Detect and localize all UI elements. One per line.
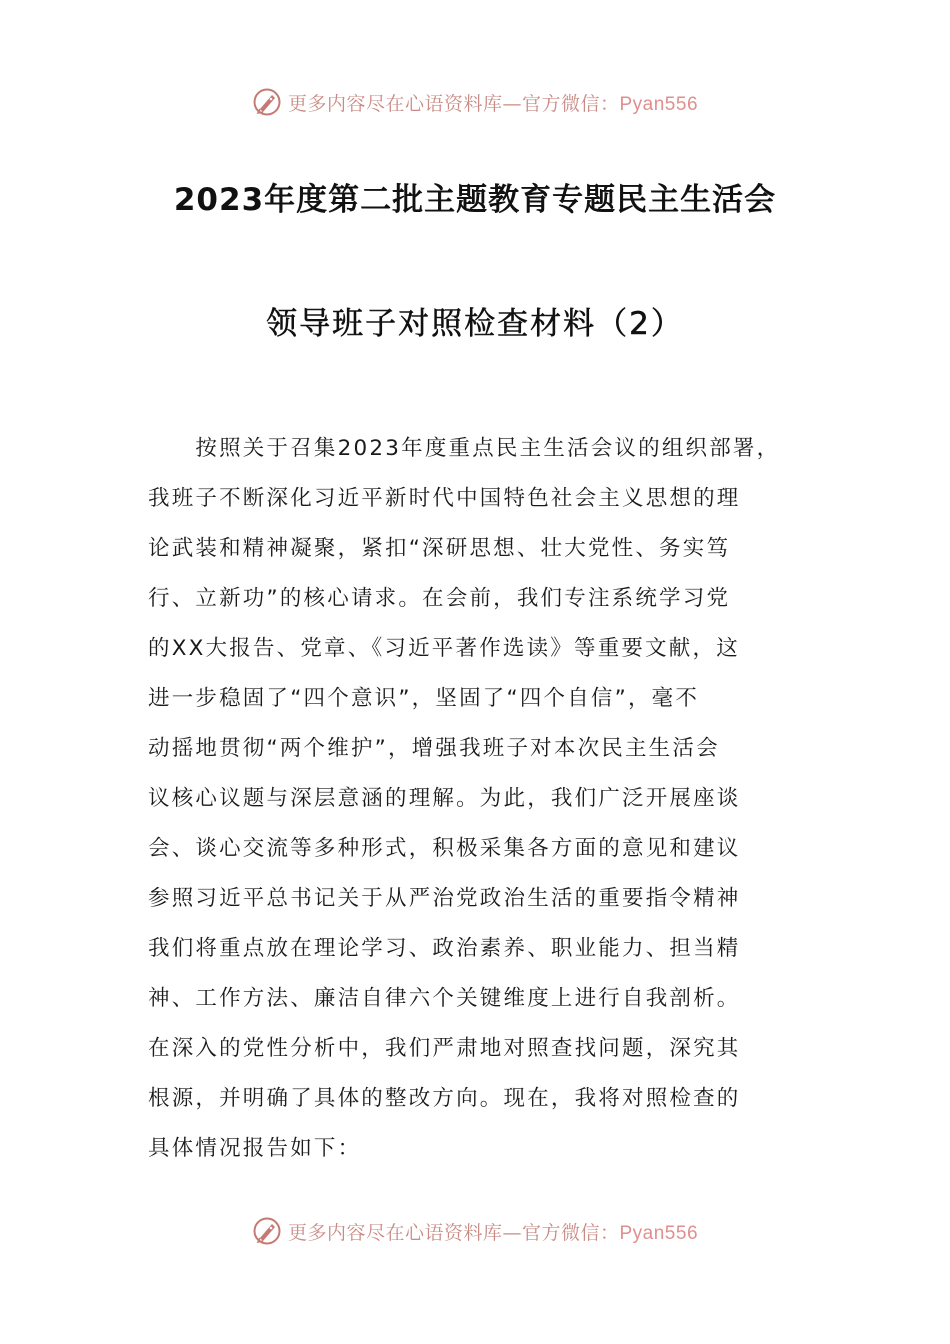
watermark-text: 更多内容尽在心语资料库—官方微信：Pyan556 bbox=[287, 1221, 699, 1244]
paragraph-line: 动摇地贯彻“两个维护”，增强我班子对本次民主生活会 bbox=[148, 736, 720, 761]
paragraph-line: 会、谈心交流等多种形式，积极采集各方面的意见和建议 bbox=[148, 836, 741, 861]
paragraph-line: 的XX大报告、党章、《习近平著作选读》等重要文献，这 bbox=[148, 636, 740, 661]
paragraph-line: 具体情况报告如下： bbox=[148, 1136, 362, 1161]
watermark-text: 更多内容尽在心语资料库—官方微信：Pyan556 bbox=[287, 92, 699, 115]
paragraph-line: 在深入的党性分析中，我们严肃地对照查找问题，深究其 bbox=[148, 1036, 741, 1061]
paragraph-line: 我们将重点放在理论学习、政治素养、职业能力、担当精 bbox=[148, 936, 741, 961]
watermark-footer bbox=[0, 1211, 950, 1251]
pen-nib-logo-icon bbox=[252, 1216, 282, 1246]
document-title-line-1: 2023年度第二批主题教育专题民主生活会 bbox=[173, 182, 777, 218]
paragraph-line: 神、工作方法、廉洁自律六个关键维度上进行自我剖析。 bbox=[148, 986, 741, 1011]
document-title-line-2: 领导班子对照检查材料（2） bbox=[266, 306, 684, 342]
paragraph-line: 我班子不断深化习近平新时代中国特色社会主义思想的理 bbox=[148, 486, 741, 511]
paragraph-line: 论武装和精神凝聚，紧扣“深研思想、壮大党性、务实笃 bbox=[148, 536, 731, 561]
watermark-wechat-id: Pyan556 bbox=[619, 93, 699, 115]
watermark-wechat-id: Pyan556 bbox=[619, 1222, 699, 1244]
paragraph-line: 议核心议题与深层意涵的理解。为此，我们广泛开展座谈 bbox=[148, 786, 741, 811]
paragraph-line: 行、立新功”的核心请求。在会前，我们专注系统学习党 bbox=[148, 586, 731, 611]
paragraph-line: 根源，并明确了具体的整改方向。现在，我将对照检查的 bbox=[148, 1086, 741, 1111]
paragraph-line: 进一步稳固了“四个意识”，坚固了“四个自信”，毫不 bbox=[148, 686, 700, 711]
paragraph-line: 按照关于召集2023年度重点民主生活会议的组织部署， bbox=[148, 436, 781, 461]
pen-nib-logo-icon bbox=[252, 87, 282, 117]
watermark-header bbox=[0, 82, 950, 122]
paragraph-line: 参照习近平总书记关于从严治党政治生活的重要指令精神 bbox=[148, 886, 741, 911]
